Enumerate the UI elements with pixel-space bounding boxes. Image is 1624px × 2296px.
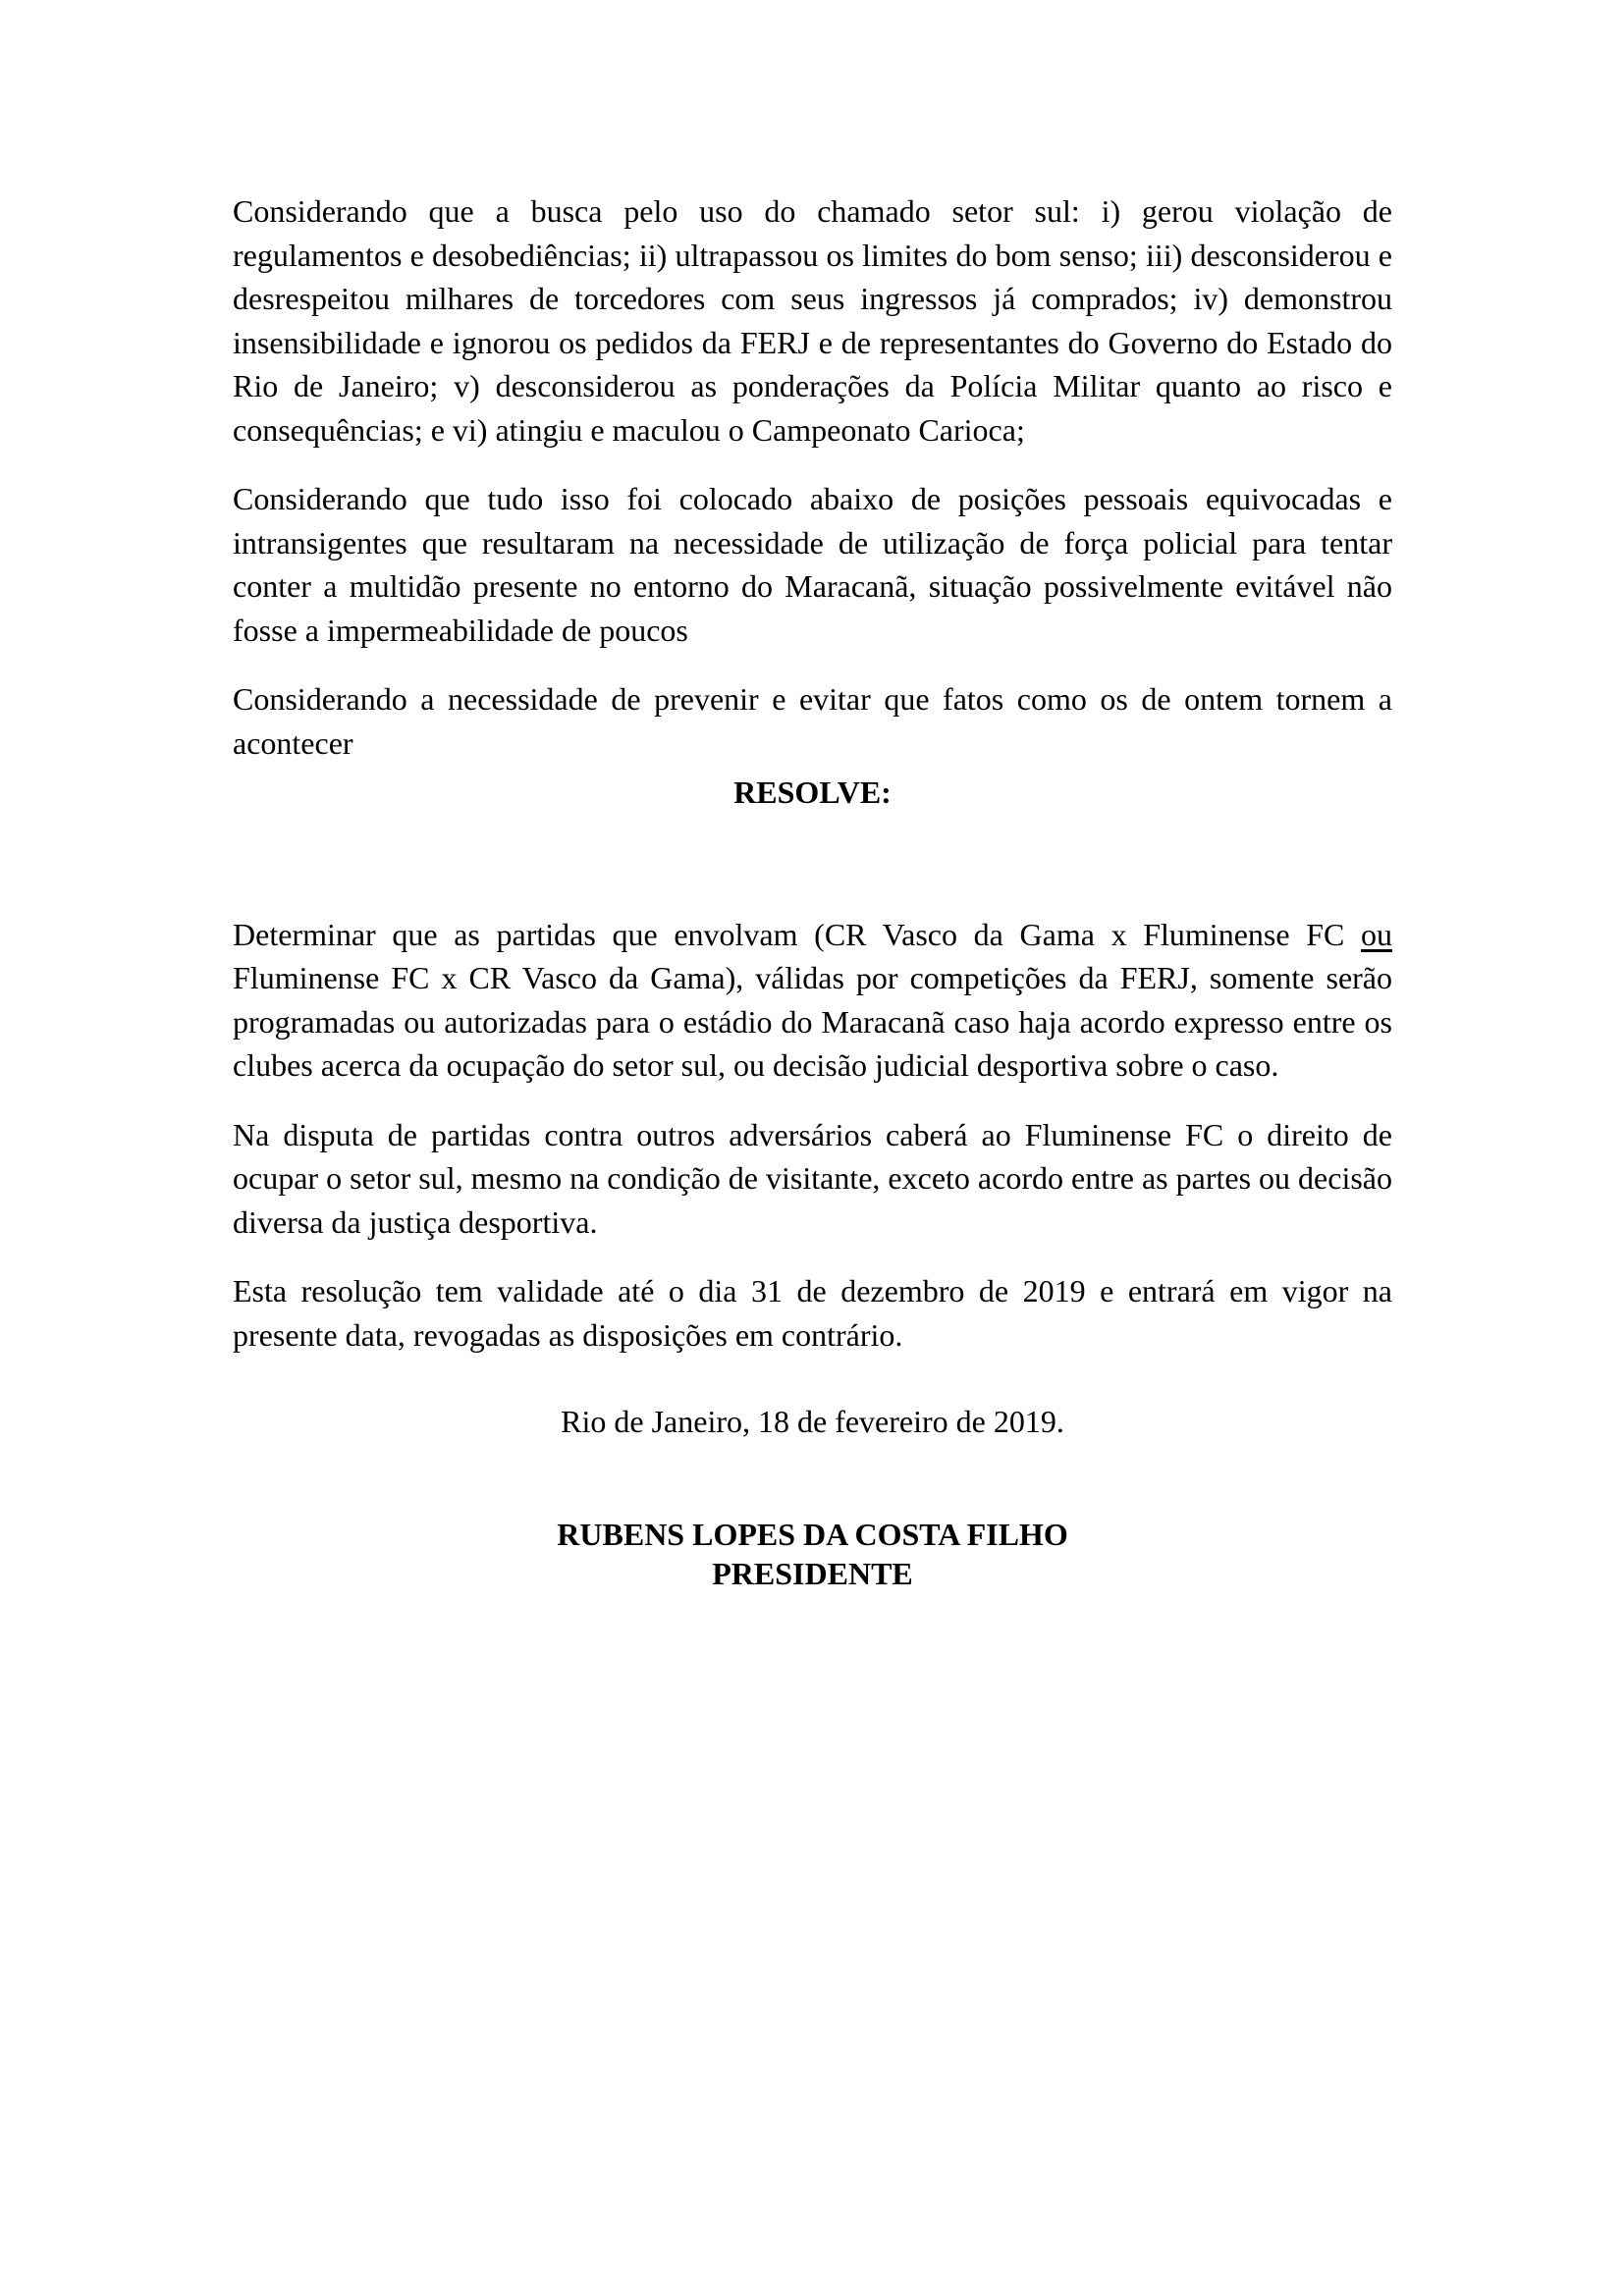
underlined-ou: ou [1361, 916, 1392, 952]
resolution-paragraph-2: Na disputa de partidas contra outros adversários caberá ao Fluminense FC o direito de ocupar o setor sul, mesmo na condição de visitante, exceto acordo entre as partes ou decisão diversa da justiça desportiva. [233, 1116, 1392, 1240]
signatory-name: RUBENS LOPES DA COSTA FILHO [557, 1516, 1068, 1552]
signature-block [233, 1515, 1392, 1593]
resolution-1-text-after: Fluminense FC x CR Vasco da Gama), válidas por competições da FERJ, somente serão programadas ou autorizadas para o estádio do Maracanã caso haja acordo expresso entre os clubes acerca da ocupação do setor sul, ou decisão judicial desportiva sobre o caso. [233, 960, 1392, 1083]
resolution-1-text-before: Determinar que as partidas que envolvam (CR Vasco da Gama x Fluminense FC [233, 916, 1361, 952]
signatory-title: PRESIDENTE [712, 1555, 913, 1591]
resolution-paragraph-1 [233, 913, 1392, 1088]
consideration-paragraph-2: Considerando que tudo isso foi colocado abaixo de posições pessoais equivocadas e intransigentes que resultaram na necessidade de utilização de força policial para tentar conter a multidão presente no entorno do Maracanã, situação possivelmente evitável não fosse a impermeabilidade de poucos [233, 481, 1392, 648]
document-page [233, 189, 1392, 1593]
resolve-heading: RESOLVE: [733, 774, 892, 810]
consideration-paragraph-3: Considerando a necessidade de prevenir e evitar que fatos como os de ontem tornem a acontecer [233, 681, 1392, 761]
spacer [233, 815, 1392, 913]
resolution-paragraph-3: Esta resolução tem validade até o dia 31 de dezembro de 2019 e entrará em vigor na presente data, revogadas as disposições em contrário. [233, 1273, 1392, 1353]
place-date: Rio de Janeiro, 18 de fevereiro de 2019. [561, 1404, 1064, 1439]
consideration-paragraph-1: Considerando que a busca pelo uso do chamado setor sul: i) gerou violação de regulamentos e desobediências; ii) ultrapassou os limites do bom senso; iii) desconsiderou e desrespeitou milhares de torcedores com seus ingressos já comprados; iv) demonstrou insensibilidade e ignorou os pedidos da FERJ e de representantes do Governo do Estado do Rio de Janeiro; v) desconsiderou as ponderações da Polícia Militar quanto ao risco e consequências; e vi) atingiu e maculou o Campeonato Carioca; [233, 193, 1392, 448]
